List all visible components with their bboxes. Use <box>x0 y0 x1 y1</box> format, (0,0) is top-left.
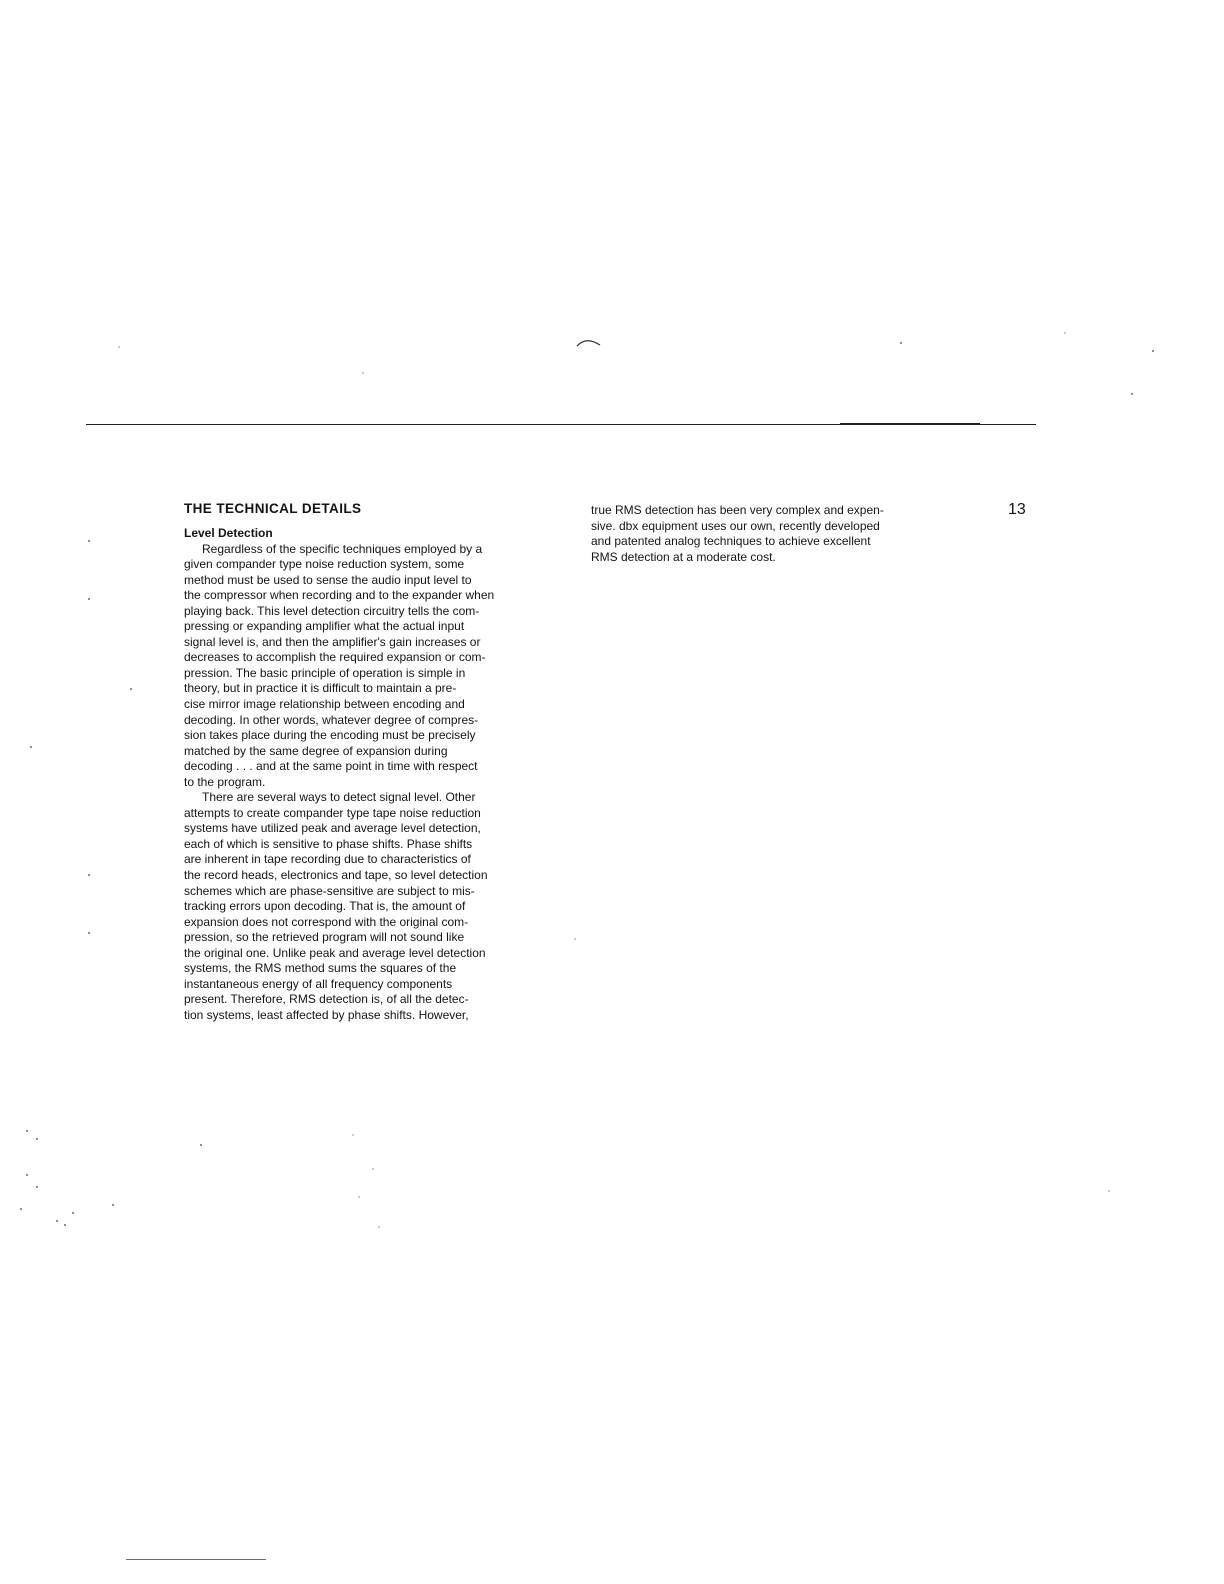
text-line: RMS detection at a moderate cost. <box>591 549 776 564</box>
text-line: sion takes place during the encoding must be precisely <box>184 728 476 743</box>
text-line: pression, so the retrieved program will not sound like <box>184 930 465 945</box>
section-title: THE TECHNICAL DETAILS <box>184 501 362 516</box>
scan-speck <box>26 1174 28 1176</box>
scan-speck <box>72 1212 74 1214</box>
text-line: attempts to create compander type tape noise reduction <box>184 805 481 820</box>
text-line: tion systems, least affected by phase shifts. However, <box>184 1007 469 1022</box>
header-rule-accent <box>840 423 980 425</box>
text-line: decreases to accomplish the required expansion or com- <box>184 650 486 665</box>
right-column <box>591 503 936 565</box>
text-line: decoding. In other words, whatever degree of compres- <box>184 712 479 727</box>
scan-speck <box>64 1224 66 1226</box>
text-line: schemes which are phase-sensitive are subject to mis- <box>184 883 475 898</box>
scan-speck <box>358 1196 360 1198</box>
scan-speck <box>88 932 90 934</box>
text-line: pressing or expanding amplifier what the actual input <box>184 619 465 634</box>
paragraph-1 <box>184 542 554 791</box>
subsection-heading: Level Detection <box>184 526 273 540</box>
scan-speck <box>26 1130 28 1132</box>
scan-speck <box>1131 393 1133 395</box>
text-line: systems, the RMS method sums the squares of the <box>184 961 457 976</box>
text-line: systems have utilized peak and average level detection, <box>184 821 481 836</box>
scan-speck <box>352 1134 354 1136</box>
text-line: matched by the same degree of expansion during <box>184 743 448 758</box>
paragraph-2 <box>184 790 554 1023</box>
text-line: theory, but in practice it is difficult to maintain a pre- <box>184 681 457 696</box>
scan-speck <box>378 1226 380 1228</box>
scan-speck <box>130 688 132 690</box>
scan-mark <box>576 336 602 348</box>
scan-speck <box>574 938 576 940</box>
scan-speck <box>118 346 120 348</box>
text-line: the record heads, electronics and tape, so level detection <box>184 867 488 882</box>
text-line: playing back. This level detection circuitry tells the com- <box>184 603 480 618</box>
text-line: Regardless of the specific techniques employed by a <box>202 541 483 556</box>
scan-speck <box>36 1138 38 1140</box>
text-line: cise mirror image relationship between encoding and <box>184 696 465 711</box>
text-line: method must be used to sense the audio input level to <box>184 572 472 587</box>
scan-speck <box>112 1204 114 1206</box>
scan-speck <box>1064 332 1066 334</box>
text-line: tracking errors upon decoding. That is, the amount of <box>184 899 466 914</box>
text-line: are inherent in tape recording due to characteristics of <box>184 852 471 867</box>
bottom-rule <box>126 1559 266 1560</box>
paragraph-3 <box>591 503 936 565</box>
text-line: expansion does not correspond with the original com- <box>184 914 469 929</box>
text-line: true RMS detection has been very complex and expen- <box>591 503 884 517</box>
scan-speck <box>56 1220 58 1222</box>
page-number: 13 <box>1008 501 1026 518</box>
scan-speck <box>20 1208 22 1210</box>
text-line: There are several ways to detect signal level. Other <box>202 790 476 805</box>
scan-speck <box>36 1186 38 1188</box>
scan-speck <box>88 540 90 542</box>
scan-speck <box>900 342 902 344</box>
text-line: instantaneous energy of all frequency components <box>184 976 453 991</box>
text-line: decoding . . . and at the same point in time with respect <box>184 759 478 774</box>
text-line: and patented analog techniques to achieve excellent <box>591 534 871 549</box>
left-column <box>184 500 554 1023</box>
text-line: each of which is sensitive to phase shifts. Phase shifts <box>184 836 473 851</box>
text-line: the compressor when recording and to the expander when <box>184 588 495 603</box>
text-line: present. Therefore, RMS detection is, of all the detec- <box>184 992 469 1007</box>
text-line: pression. The basic principle of operation is simple in <box>184 665 466 680</box>
text-line: sive. dbx equipment uses our own, recently developed <box>591 518 880 533</box>
scan-speck <box>1108 1190 1110 1192</box>
scan-speck <box>88 874 90 876</box>
text-line: signal level is, and then the amplifier's gain increases or <box>184 634 481 649</box>
scan-speck <box>88 598 90 600</box>
text-line: given compander type noise reduction system, some <box>184 557 465 572</box>
scan-speck <box>372 1168 374 1170</box>
scan-speck <box>200 1144 202 1146</box>
scan-speck <box>362 372 364 374</box>
scan-speck <box>1152 350 1154 352</box>
scan-speck <box>30 746 32 748</box>
text-line: the original one. Unlike peak and average level detection <box>184 945 486 960</box>
text-line: to the program. <box>184 774 266 789</box>
